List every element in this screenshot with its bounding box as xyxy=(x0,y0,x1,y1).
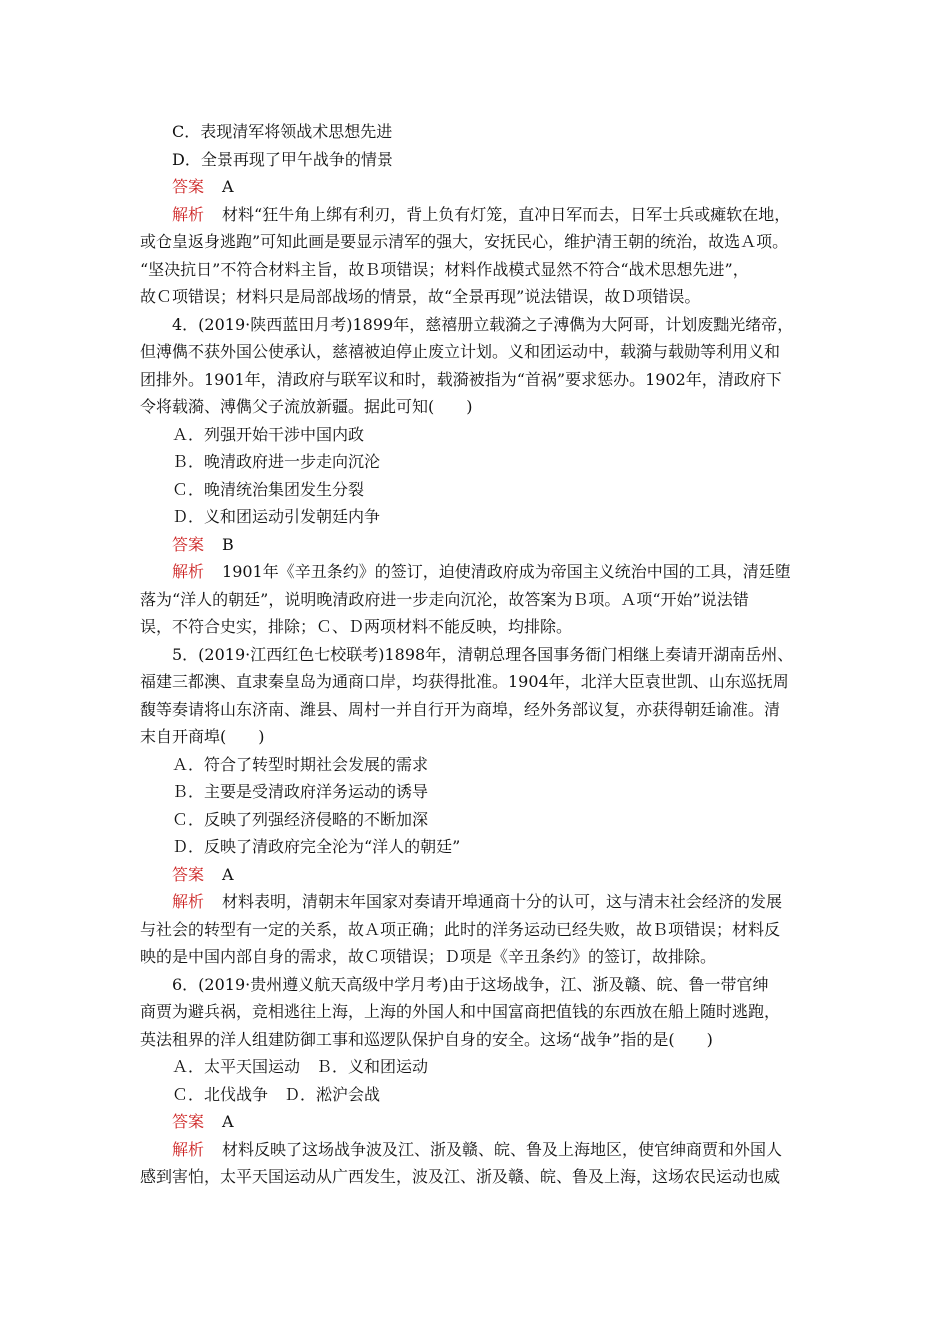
q5-option-a: Ａ．符合了转型时期社会发展的需求 xyxy=(172,754,429,774)
q6-analysis-line xyxy=(140,1136,820,1164)
q6-options-cd: Ｃ．北伐战争 Ｄ．淞沪会战 xyxy=(172,1084,381,1104)
answer-label: 答案 xyxy=(172,534,205,554)
analysis-label: 解析 xyxy=(172,1139,205,1159)
q4-analysis-line xyxy=(140,558,820,586)
q3-option-d: D．全景再现了甲午战争的情景 xyxy=(172,149,393,169)
q3-analysis-line xyxy=(140,201,820,229)
q5-option-b: Ｂ．主要是受清政府洋务运动的诱导 xyxy=(172,782,429,801)
q5-stem-line: 5．(2019·江西红色七校联考)1898年，清朝总理各国事务衙门相继上奏请开湖南岳州、 xyxy=(172,644,794,664)
q4-answer xyxy=(140,531,820,559)
analysis-label: 解析 xyxy=(172,204,205,224)
q4-option-b: Ｂ．晚清政府进一步走向沉沦 xyxy=(172,452,381,471)
q3-answer xyxy=(140,173,820,201)
q4-analysis-line: 落为“洋人的朝廷”，说明晚清政府进一步走向沉沦，故答案为Ｂ项。Ａ项“开始”说法错 xyxy=(140,589,749,609)
page-content xyxy=(140,118,820,1191)
q3-analysis-line: “坚决抗日”不符合材料主旨，故Ｂ项错误；材料作战模式显然不符合“战术思想先进”， xyxy=(140,259,749,279)
analysis-text: 材料表明，清朝末年国家对奏请开埠通商十分的认可，这与清末社会经济的发展 xyxy=(222,892,783,911)
answer-value: B xyxy=(222,534,234,554)
q4-stem-line: 团排外。1901年，清政府与联军议和时，载漪被指为“首祸”要求惩办。1902年，清政府下 xyxy=(140,369,782,389)
q4-stem-line: 令将载漪、溥儁父子流放新疆。据此可知( ) xyxy=(140,397,473,416)
q3-analysis-line: 或仓皇返身逃跑”可知此画是要显示清军的强大，安抚民心，维护清王朝的统治，故选Ａ项。 xyxy=(140,232,789,251)
q5-option-c: Ｃ．反映了列强经济侵略的不断加深 xyxy=(172,809,429,829)
q3-analysis-line: 故Ｃ项错误；材料只是局部战场的情景，故“全景再现”说法错误，故Ｄ项错误。 xyxy=(140,287,701,306)
answer-value: A xyxy=(222,1112,234,1131)
q6-options-ab: Ａ．太平天国运动 Ｂ．义和团运动 xyxy=(172,1057,429,1076)
q4-stem-line: 4．(2019·陕西蓝田月考)1899年，慈禧册立载漪之子溥儁为大阿哥，计划废黜光绪帝， xyxy=(172,314,794,334)
q6-stem-line: 商贾为避兵祸，竞相逃往上海，上海的外国人和中国富商把值钱的东西放在船上随时逃跑， xyxy=(140,1002,781,1021)
answer-value: A xyxy=(222,177,234,196)
q5-stem-line: 福建三都澳、直隶秦皇岛为通商口岸，均获得批准。1904年，北洋大臣袁世凯、山东巡抚周 xyxy=(140,672,789,691)
q4-analysis-line: 误，不符合史实，排除；Ｃ、Ｄ两项材料不能反映，均排除。 xyxy=(140,617,573,636)
analysis-text: 材料反映了这场战争波及江、浙及赣、皖、鲁及上海地区，使官绅商贾和外国人 xyxy=(222,1139,783,1159)
q4-stem-line: 但溥儁不获外国公使承认，慈禧被迫停止废立计划。义和团运动中，载漪与载勋等利用义和 xyxy=(140,342,781,361)
q4-option-a: Ａ．列强开始干涉中国内政 xyxy=(172,424,365,444)
answer-label: 答案 xyxy=(172,1112,205,1131)
q6-answer xyxy=(140,1108,820,1136)
answer-value: A xyxy=(222,864,234,884)
analysis-label: 解析 xyxy=(172,562,205,581)
q4-option-c: Ｃ．晚清统治集团发生分裂 xyxy=(172,479,365,499)
q6-analysis-line: 感到害怕，太平天国运动从广西发生，波及江、浙及赣、皖、鲁及上海，这场农民运动也威 xyxy=(140,1167,781,1186)
q5-stem-line: 末自开商埠( ) xyxy=(140,727,265,746)
q5-analysis-line: 映的是中国内部自身的需求，故Ｃ项错误；Ｄ项是《辛丑条约》的签订，故排除。 xyxy=(140,947,717,966)
q5-analysis-line: 与社会的转型有一定的关系，故Ａ项正确；此时的洋务运动已经失败，故Ｂ项错误；材料反 xyxy=(140,919,781,939)
q5-option-d: Ｄ．反映了清政府完全沦为“洋人的朝廷” xyxy=(172,837,461,856)
analysis-label: 解析 xyxy=(172,892,205,911)
q5-stem-line: 馥等奏请将山东济南、潍县、周村一并自行开为商埠，经外务部议复，亦获得朝廷谕准。清 xyxy=(140,699,781,719)
q4-option-d: Ｄ．义和团运动引发朝廷内争 xyxy=(172,507,381,526)
q6-stem-line: 英法租界的洋人组建防御工事和巡逻队保护自身的安全。这场“战争”指的是( ) xyxy=(140,1029,713,1049)
q3-option-c: C．表现清军将领战术思想先进 xyxy=(172,122,393,141)
q5-analysis-line xyxy=(140,888,820,916)
q5-answer xyxy=(140,861,820,889)
answer-label: 答案 xyxy=(172,177,205,196)
analysis-text: 1901年《辛丑条约》的签订，迫使清政府成为帝国主义统治中国的工具，清廷堕 xyxy=(222,562,791,581)
q6-stem-line: 6．(2019·贵州遵义航天高级中学月考)由于这场战争，江、浙及赣、皖、鲁一带官绅 xyxy=(172,974,769,994)
analysis-text: 材料“狂牛角上绑有利刃，背上负有灯笼，直冲日军而去，日军士兵或瘫软在地， xyxy=(222,204,791,224)
answer-label: 答案 xyxy=(172,864,205,884)
